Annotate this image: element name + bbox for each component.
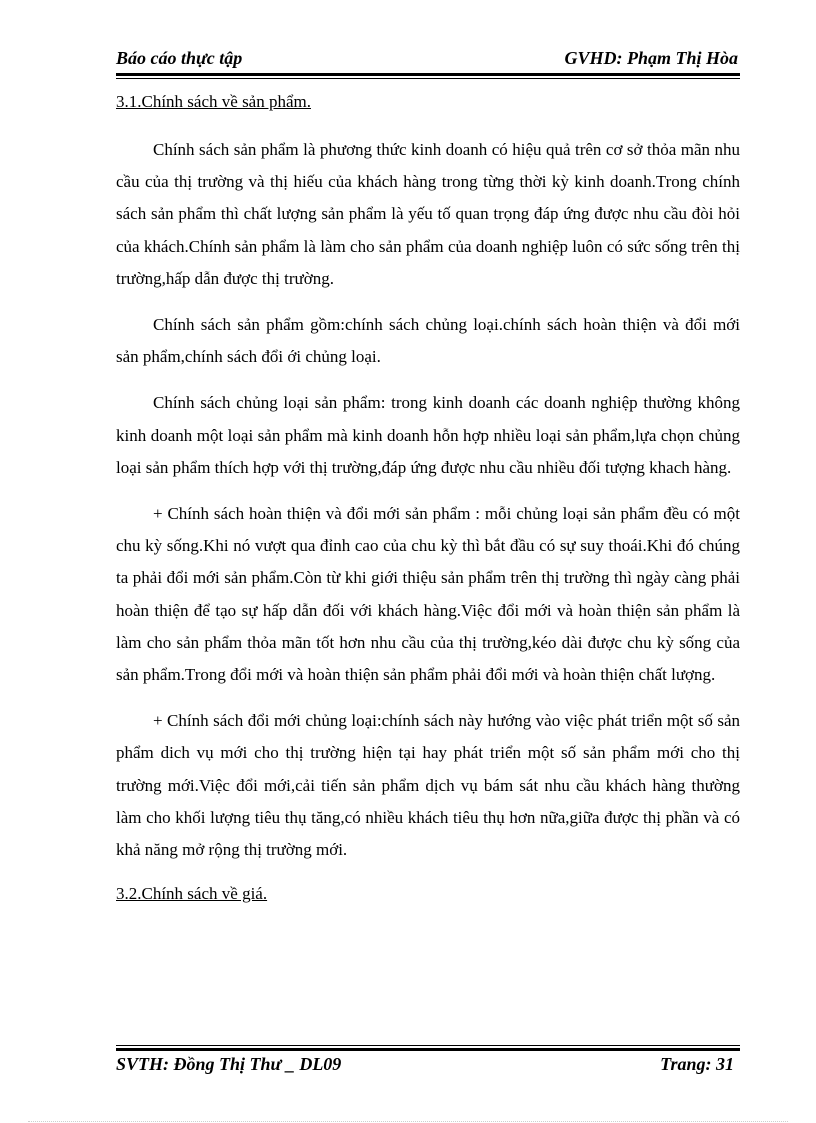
page-footer <box>116 1054 740 1080</box>
footer-student: SVTH: Đồng Thị Thư _ DL09 <box>116 1054 342 1074</box>
footer-rule-thin <box>116 1045 740 1046</box>
footer-rule-thick <box>116 1048 740 1051</box>
page-header <box>116 48 740 74</box>
paragraph-4: + Chính sách hoàn thiện và đổi mới sản phẩm : mỗi chủng loại sản phẩm đều có một chu kỳ sống.Khi nó vượt qua đỉnh cao của chu kỳ thì bắt đầu có sự suy thoái.Khi đó chúng ta phải đổi mới sản phẩm.Còn từ khi giới thiệu sản phẩm trên thị trường thì ngày càng phải hoàn thiện để tạo sự hấp dẫn đối với khách hàng.Việc đổi mới và hoàn thiện sản phẩm là làm cho sản phẩm thỏa mãn tốt hơn nhu cầu của thị trường,kéo dài được chu kỳ sống của sản phẩm.Trong đổi mới và hoàn thiện sản phẩm phải đổi mới và hoàn thiện chất lượng. <box>116 504 740 685</box>
section-heading-product-policy: 3.1.Chính sách về sản phẩm. <box>116 92 311 111</box>
header-rule-thick <box>116 73 740 76</box>
header-report-title: Báo cáo thực tập <box>116 48 243 68</box>
page-content <box>116 88 740 908</box>
paragraph-5: + Chính sách đổi mới chủng loại:chính sách này hướng vào việc phát triển một số sản phẩm dich vụ mới cho thị trường hiện tại hay phát triển một số sản phẩm mới cho thị trường mới.Việc đổi mới,cải tiến sản phẩm dịch vụ bám sát nhu cầu khách hàng thường làm cho khối lượng tiêu thụ tăng,có nhiều khách tiêu thụ hơn nữa,giữa được thị phần và có khả năng mở rộng thị trường mới. <box>116 711 740 860</box>
header-supervisor: GVHD: Phạm Thị Hòa <box>564 48 738 68</box>
paragraph-1: Chính sách sản phẩm là phương thức kinh doanh có hiệu quả trên cơ sở thỏa mãn nhu cầu của thị trường và thị hiếu của khách hàng trong từng thời kỳ kinh doanh.Trong chính sách sản phẩm thì chất lượng sản phẩm là yếu tố quan trọng đáp ứng được nhu cầu đòi hỏi của khách.Chính sản phẩm là làm cho sản phẩm của doanh nghiệp luôn có sức sống trên thị trường,hấp dẫn được thị trường. <box>116 140 740 288</box>
footer-page-number: Trang: 31 <box>660 1054 734 1074</box>
header-rule-thin <box>116 78 740 79</box>
paragraph-3: Chính sách chủng loại sản phẩm: trong kinh doanh các doanh nghiệp thường không kinh doanh một loại sản phẩm mà kinh doanh hỗn hợp nhiều loại sản phẩm,lựa chọn chủng loại sản phẩm thích hợp với thị trường,đáp ứng được nhu cầu nhiều đối tượng khach hàng. <box>116 393 740 477</box>
paragraph-2: Chính sách sản phẩm gồm:chính sách chủng loại.chính sách hoàn thiện và đổi mới sản phẩm,chính sách đổi ới chủng loại. <box>116 315 740 367</box>
page-bottom-edge <box>28 1121 788 1122</box>
section-heading-price-policy: 3.2.Chính sách về giá. <box>116 884 268 904</box>
